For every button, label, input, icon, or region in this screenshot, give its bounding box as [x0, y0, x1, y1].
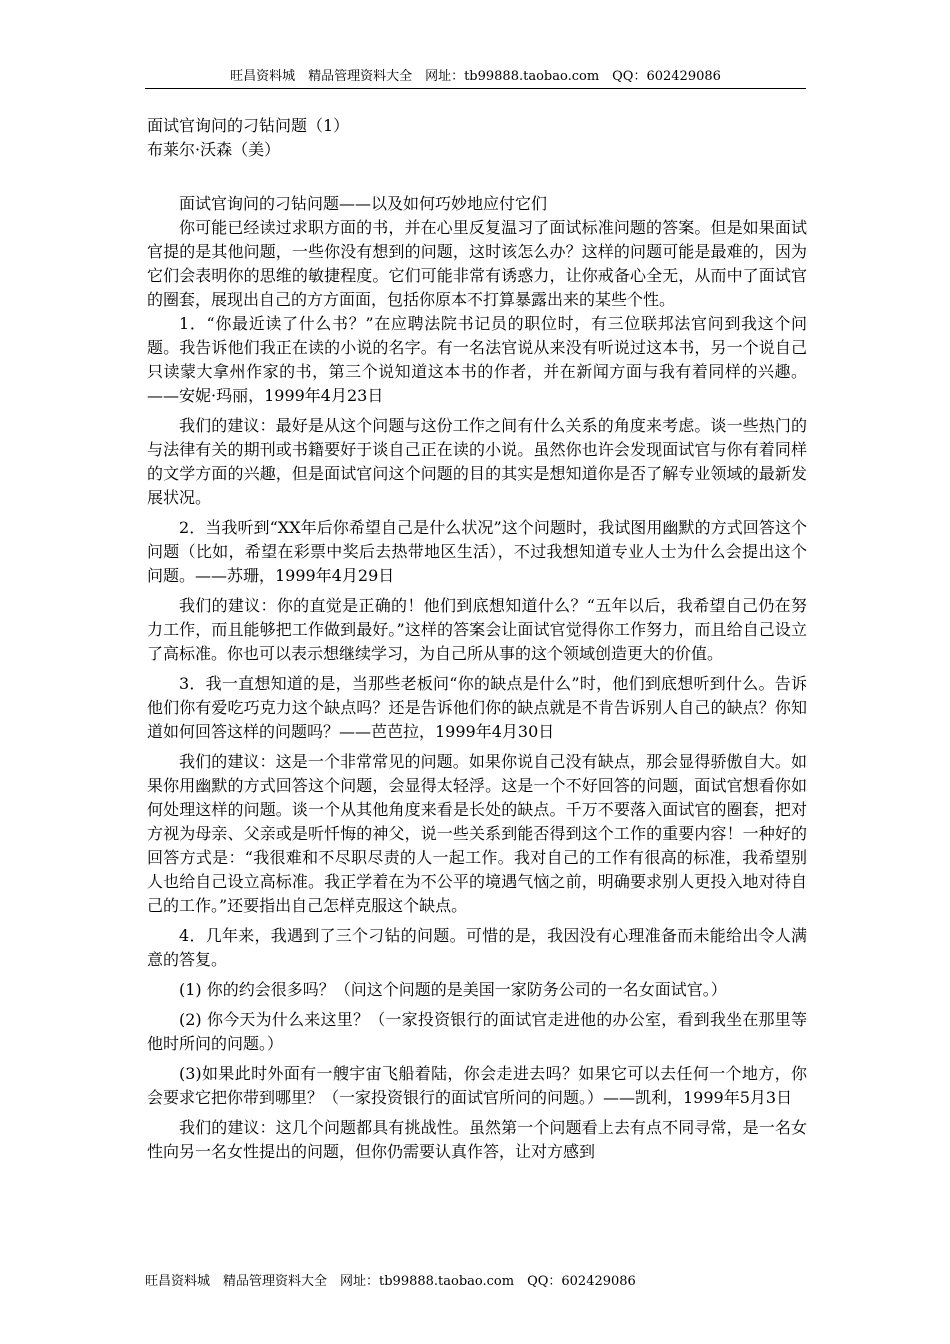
paragraph: (2) 你今天为什么来这里？（一家投资银行的面试官走进他的办公室，看到我坐在那里等他时所问的问题。）: [147, 1010, 807, 1053]
paragraph: 我们的建议：最好是从这个问题与这份工作之间有什么关系的角度来考虑。谈一些热门的与法律有关的期刊或书籍要好于谈自己正在读的小说。虽然你也许会发现面试官与你有着同样的文学方面的兴趣，但是面试官问这个问题的目的其实是想知道你是否了解专业领域的最新发展状况。: [147, 416, 807, 507]
paragraph: 1．“你最近读了什么书？”在应聘法院书记员的职位时，有三位联邦法官问到我这个问题。我告诉他们我正在读的小说的名字。有一名法官说从来没有听说过这本书，另一个说自己只读蒙大拿州作家的书，第三个说知道这本书的作者，并在新闻方面与我有着同样的兴趣。——安妮·玛丽，1999年4月23日: [147, 314, 807, 405]
page-header: 旺昌资料城 精品管理资料大全 网址：tb99888.taobao.com QQ：602429086: [145, 66, 806, 89]
paragraph: 我们的建议：你的直觉是正确的！他们到底想知道什么？“五年以后，我希望自己仍在努力工作，而且能够把工作做到最好。”这样的答案会让面试官觉得你工作努力，而且给自己设立了高标准。你也可以表示想继续学习，为自己所从事的这个领域创造更大的价值。: [147, 596, 807, 663]
document-author: 布莱尔·沃森（美）: [147, 140, 281, 159]
paragraph: 面试官询问的刁钻问题——以及如何巧妙地应付它们: [179, 194, 548, 213]
paragraph: (3)如果此时外面有一艘宇宙飞船着陆，你会走进去吗？如果它可以去任何一个地方，你会要求它把你带到哪里？（一家投资银行的面试官所问的问题。）——凯利，1999年5月3日: [147, 1064, 807, 1107]
paragraph: 我们的建议：这是一个非常常见的问题。如果你说自己没有缺点，那会显得骄傲自大。如果你用幽默的方式回答这个问题，会显得太轻浮。这是一个不好回答的问题，面试官想看你如何处理这样的问题。谈一个从其他角度来看是长处的缺点。千万不要落入面试官的圈套，把对方视为母亲、父亲或是听忏悔的神父，说一些关系到能否得到这个工作的重要内容！一种好的回答方式是：“我很难和不尽职尽责的人一起工作。我对自己的工作有很高的标准，我希望别人也给自己设立高标准。我正学着在为不公平的境遇气恼之前，明确要求别人更投入地对待自己的工作。”还要指出自己怎样克服这个缺点。: [147, 752, 807, 915]
document-title: 面试官询问的刁钻问题（1）: [147, 116, 350, 135]
paragraph: 2．当我听到“XX年后你希望自己是什么状况”这个问题时，我试图用幽默的方式回答这个问题（比如，希望在彩票中奖后去热带地区生活），不过我想知道专业人士为什么会提出这个问题。——苏珊，1999年4月29日: [147, 518, 807, 585]
paragraph: 3．我一直想知道的是，当那些老板问“你的缺点是什么”时，他们到底想听到什么。告诉他们你有爱吃巧克力这个缺点吗？还是告诉他们你的缺点就是不肯告诉别人自己的缺点？你知道如何回答这样的问题吗？——芭芭拉，1999年4月30日: [147, 674, 807, 741]
paragraph: 你可能已经读过求职方面的书，并在心里反复温习了面试标准问题的答案。但是如果面试官提的是其他问题，一些你没有想到的问题，这时该怎么办？这样的问题可能是最难的，因为它们会表明你的思维的敏捷程度。它们可能非常有诱惑力，让你戒备心全无，从而中了面试官的圈套，展现出自己的方方面面，包括你原本不打算暴露出来的某些个性。: [147, 218, 807, 309]
page-footer: 旺昌资料城 精品管理资料大全 网址：tb99888.taobao.com QQ：602429086: [145, 1274, 636, 1289]
paragraph: 我们的建议：这几个问题都具有挑战性。虽然第一个问题看上去有点不同寻常，是一名女性向另一名女性提出的问题，但你仍需要认真作答，让对方感到: [147, 1118, 807, 1161]
document-body: [147, 114, 807, 1170]
paragraph: 4．几年来，我遇到了三个刁钻的问题。可惜的是，我因没有心理准备而未能给出令人满意的答复。: [147, 926, 807, 969]
paragraph: (1) 你的约会很多吗？（问这个问题的是美国一家防务公司的一名女面试官。）: [179, 980, 727, 999]
